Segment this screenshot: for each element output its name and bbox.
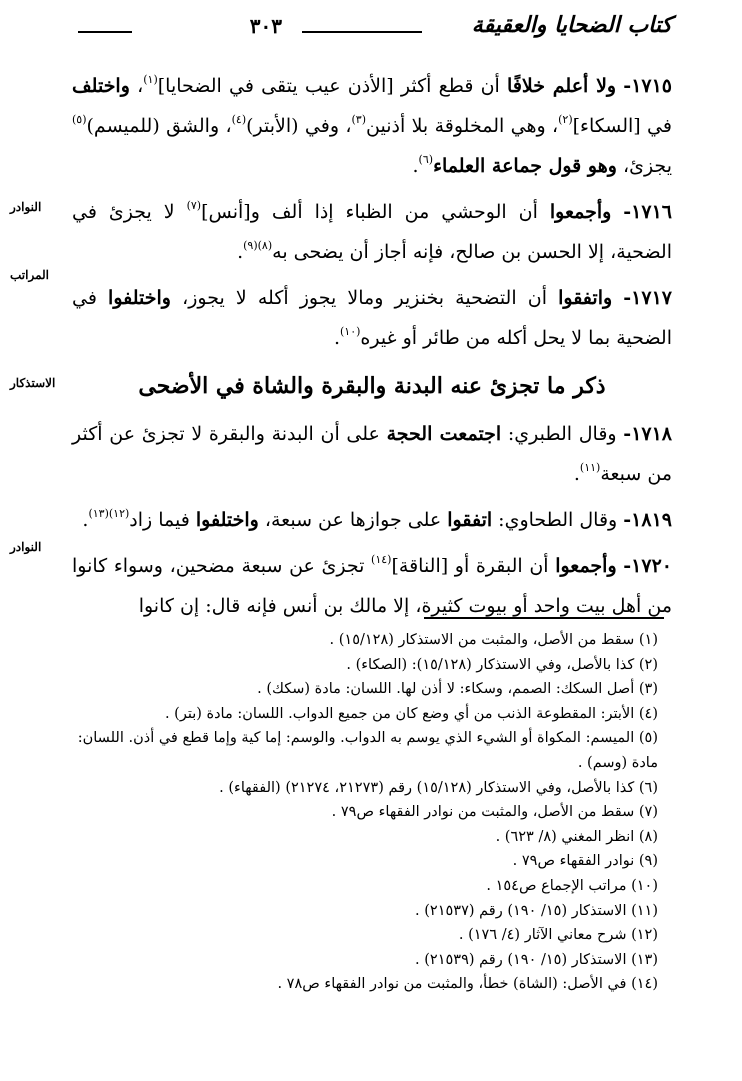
bold-text: ولا أعلم خلافًا: [507, 75, 617, 97]
footnote-ref: (١): [143, 73, 158, 86]
bold-text: واختلف: [72, 75, 130, 97]
text: .: [82, 509, 89, 531]
text: ،: [129, 75, 144, 97]
paragraph-1718: [72, 414, 672, 494]
entry-number: ١٧١٧-: [623, 287, 672, 309]
text: ، وهي المخلوقة بلا أذنين: [366, 115, 559, 137]
page-header: [78, 12, 672, 46]
footnote: (٥) الميسم: المكواة أو الشيء الذي يوسم به الدواب. والوسم: إما كية وإما قطع في أذن. اللسان: مادة (وسم) .: [77, 730, 658, 771]
footnote-ref: (٧): [186, 199, 202, 212]
bold-text: واختلفوا: [108, 287, 171, 309]
entry-number: ١٧١٥-: [623, 75, 673, 97]
footnote-ref: (٢): [558, 113, 573, 126]
text: على جوازها عن سبعة،: [258, 509, 448, 531]
text: تجزئ عن سبعة مضحين، وسواء كانوا من أهل بيت واحد أو بيوت كثيرة، إلا مالك بن أنس فإنه قال: إن كانوا: [72, 555, 672, 617]
footnote: (٦) كذا بالأصل، وفي الاستذكار (١٥/١٢٨) رقم (٢١٢٧٣، ٢١٢٧٤) (الفقهاء) .: [219, 779, 658, 796]
footnote-separator: [424, 617, 664, 619]
entry-number: ١٧٢٠-: [623, 555, 672, 577]
footnote-ref: (١١): [579, 461, 601, 474]
bold-text: وهو قول جماعة العلماء: [433, 155, 617, 177]
text: فيما زاد: [129, 509, 196, 531]
text: .: [333, 327, 340, 349]
footnote: (٧) سقط من الأصل، والمثبت من نوادر الفقهاء ص٧٩ .: [331, 804, 658, 821]
footnotes: [58, 628, 658, 997]
footnote: (٩) نوادر الفقهاء ص٧٩ .: [512, 853, 658, 870]
footnote: (٢) كذا بالأصل، وفي الاستذكار (١٥/١٢٨): (الصكاء) .: [346, 656, 658, 673]
bold-text: اتفقوا: [447, 509, 493, 531]
footnote: (٨) انظر المغني (٨/ ٦٢٣) .: [495, 828, 658, 845]
footnote: (٤) الأبتر: المقطوعة الذنب من أي وضع كان من جميع الدواب. اللسان: مادة (بتر) .: [164, 705, 658, 722]
page-number: ٣٠٣: [249, 14, 282, 38]
bold-text: اجتمعت الحجة: [386, 423, 502, 445]
text: في [السكاء]: [572, 115, 672, 137]
bold-text: وأجمعوا: [555, 555, 617, 577]
paragraph-1715: [72, 66, 672, 186]
text: ، والشق (للميسم): [86, 115, 232, 137]
text: ، وفي (الأبتر): [246, 115, 352, 137]
bold-text: واختلفوا: [195, 509, 259, 531]
footnote: (٣) أصل السكك: الصمم، وسكاء: لا أذن لها. اللسان: مادة (سكك) .: [257, 681, 658, 698]
text: وقال الطبري:: [501, 423, 624, 445]
section-heading: ذكر ما تجزئ عنه البدنة والبقرة والشاة في الأضحى: [138, 373, 606, 399]
footnote-ref: (١٠): [340, 325, 361, 338]
text: أن قطع أكثر [الأذن عيب يتقى في الضحايا]: [157, 75, 508, 97]
main-text: [72, 66, 672, 632]
side-note: الاستذكار: [10, 376, 56, 390]
paragraph-1716: [72, 192, 672, 272]
text: .: [237, 241, 244, 263]
footnote: (١٣) الاستذكار (١٥/ ١٩٠) رقم (٢١٥٣٩) .: [415, 951, 658, 968]
footnote: (١٤) في الأصل: (الشاة) خطأ، والمثبت من نوادر الفقهاء ص٧٨ .: [277, 976, 658, 993]
footnote: (١١) الاستذكار (١٥/ ١٩٠) رقم (٢١٥٣٧) .: [415, 902, 658, 919]
footnote-ref: (٥): [72, 113, 87, 126]
running-title: كتاب الضحايا والعقيقة: [471, 12, 672, 38]
entry-number: ١٧١٦-: [623, 201, 672, 223]
footnote: (١) سقط من الأصل، والمثبت من الاستذكار (١٥/١٢٨) .: [329, 632, 658, 648]
text: أن البقرة أو [الناقة]: [391, 555, 556, 577]
text: يجزئ،: [616, 155, 672, 177]
entry-number: ١٨١٩-: [623, 509, 672, 531]
paragraph-1720: [72, 546, 672, 626]
bold-text: وأجمعوا: [549, 201, 612, 223]
entry-number: ١٧١٨-: [623, 423, 673, 445]
text: في الضحية بما لا يحل أكله من طائر أو غيره: [72, 287, 672, 349]
text: أن الوحشي من الظباء إذا ألف و[أنس]: [201, 201, 550, 223]
side-note: النوادر: [10, 200, 42, 214]
footnote-ref: (٤): [231, 113, 247, 126]
text: وقال الطحاوي:: [492, 509, 624, 531]
footnote-ref: (٦): [418, 153, 434, 166]
text: على أن البدنة والبقرة لا تجزئ عن أكثر من سبعة: [72, 423, 672, 485]
text: .: [573, 463, 580, 485]
header-rule-end: [78, 31, 132, 33]
footnote: (١٢) شرح معاني الآثار (٤/ ١٧٦) .: [458, 927, 658, 944]
header-rule: [302, 31, 422, 33]
text: .: [412, 155, 419, 177]
side-note: النوادر: [10, 540, 42, 554]
bold-text: واتفقوا: [558, 287, 613, 309]
text: لا يجزئ في الضحية، إلا الحسن بن صالح، فإنه أجاز أن يضحى به: [72, 201, 672, 263]
paragraph-1717: [72, 278, 672, 358]
footnote: (١٠) مراتب الإجماع ص١٥٤ .: [486, 877, 658, 894]
footnote-ref: (١٢)(١٣): [88, 507, 130, 520]
text: أن التضحية بخنزير ومالا يجوز أكله لا يجوز،: [170, 287, 559, 309]
paragraph-1819: [72, 500, 672, 540]
footnote-ref: (٣): [351, 113, 367, 126]
footnote-ref: (١٤): [371, 553, 392, 566]
side-note: المراتب: [10, 268, 50, 282]
footnote-ref: (٨)(٩): [243, 239, 273, 252]
